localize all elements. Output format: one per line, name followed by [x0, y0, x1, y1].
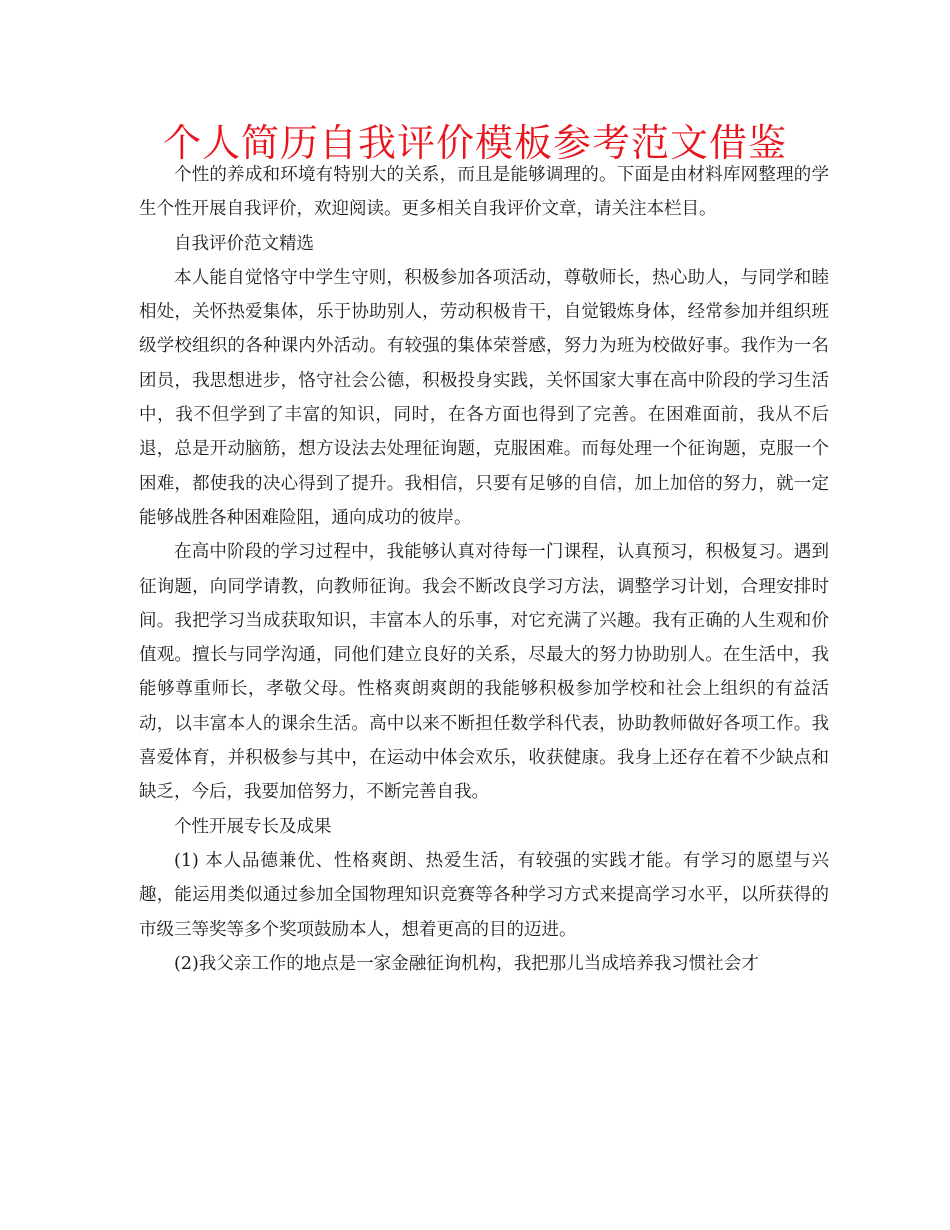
list-item-paragraph: (2)我父亲工作的地点是一家金融征询机构，我把那儿当成培养我习惯社会才: [174, 953, 759, 974]
document-body: [139, 158, 829, 981]
section-heading-samples: 自我评价范文精选: [174, 233, 314, 254]
body-paragraph: 在高中阶段的学习过程中，我能够认真对待每一门课程，认真预习，积极复习。遇到征询题，向同学请教，向教师征询。我会不断改良学习方法，调整学习计划，合理安排时间。我把学习当成获取知识，丰富本人的乐事，对它充满了兴趣。我有正确的人生观和价值观。擅长与同学沟通，同他们建立良好的关系，尽最大的努力协助别人。在生活中，我能够尊重师长，孝敬父母。性格爽朗爽朗的我能够积极参加学校和社会上组织的有益活动，以丰富本人的课余生活。高中以来不断担任数学科代表，协助教师做好各项工作。我喜爱体育，并积极参与其中，在运动中体会欢乐，收获健康。我身上还存在着不少缺点和缺乏，今后，我要加倍努力，不断完善自我。: [139, 542, 829, 803]
section-heading-strengths: 个性开展专长及成果: [174, 816, 332, 837]
list-item-paragraph: (1) 本人品德兼优、性格爽朗、热爱生活，有较强的实践才能。有学习的愿望与兴趣，能运用类似通过参加全国物理知识竞赛等各种学习方式来提高学习水平，以所获得的市级三等奖等多个奖项鼓励本人，想着更高的目的迈进。: [139, 850, 829, 940]
intro-paragraph: 个性的养成和环境有特别大的关系，而且是能够调理的。下面是由材料库网整理的学生个性开展自我评价，欢迎阅读。更多相关自我评价文章，请关注本栏目。: [139, 165, 829, 220]
body-paragraph: 本人能自觉恪守中学生守则，积极参加各项活动，尊敬师长，热心助人，与同学和睦相处，关怀热爱集体，乐于协助别人，劳动积极肯干，自觉锻炼身体，经常参加并组织班级学校组织的各种课内外活动。有较强的集体荣誉感，努力为班为校做好事。我作为一名团员，我思想进步，恪守社会公德，积极投身实践，关怀国家大事在高中阶段的学习生活中，我不但学到了丰富的知识，同时，在各方面也得到了完善。在困难面前，我从不后退，总是开动脑筋，想方设法去处理征询题，克服困难。而每处理一个征询题，克服一个困难，都使我的决心得到了提升。我相信，只要有足够的自信，加上加倍的努力，就一定能够战胜各种困难险阻，通向成功的彼岸。: [139, 267, 829, 528]
document-title: 个人简历自我评价模板参考范文借鉴: [162, 121, 787, 165]
